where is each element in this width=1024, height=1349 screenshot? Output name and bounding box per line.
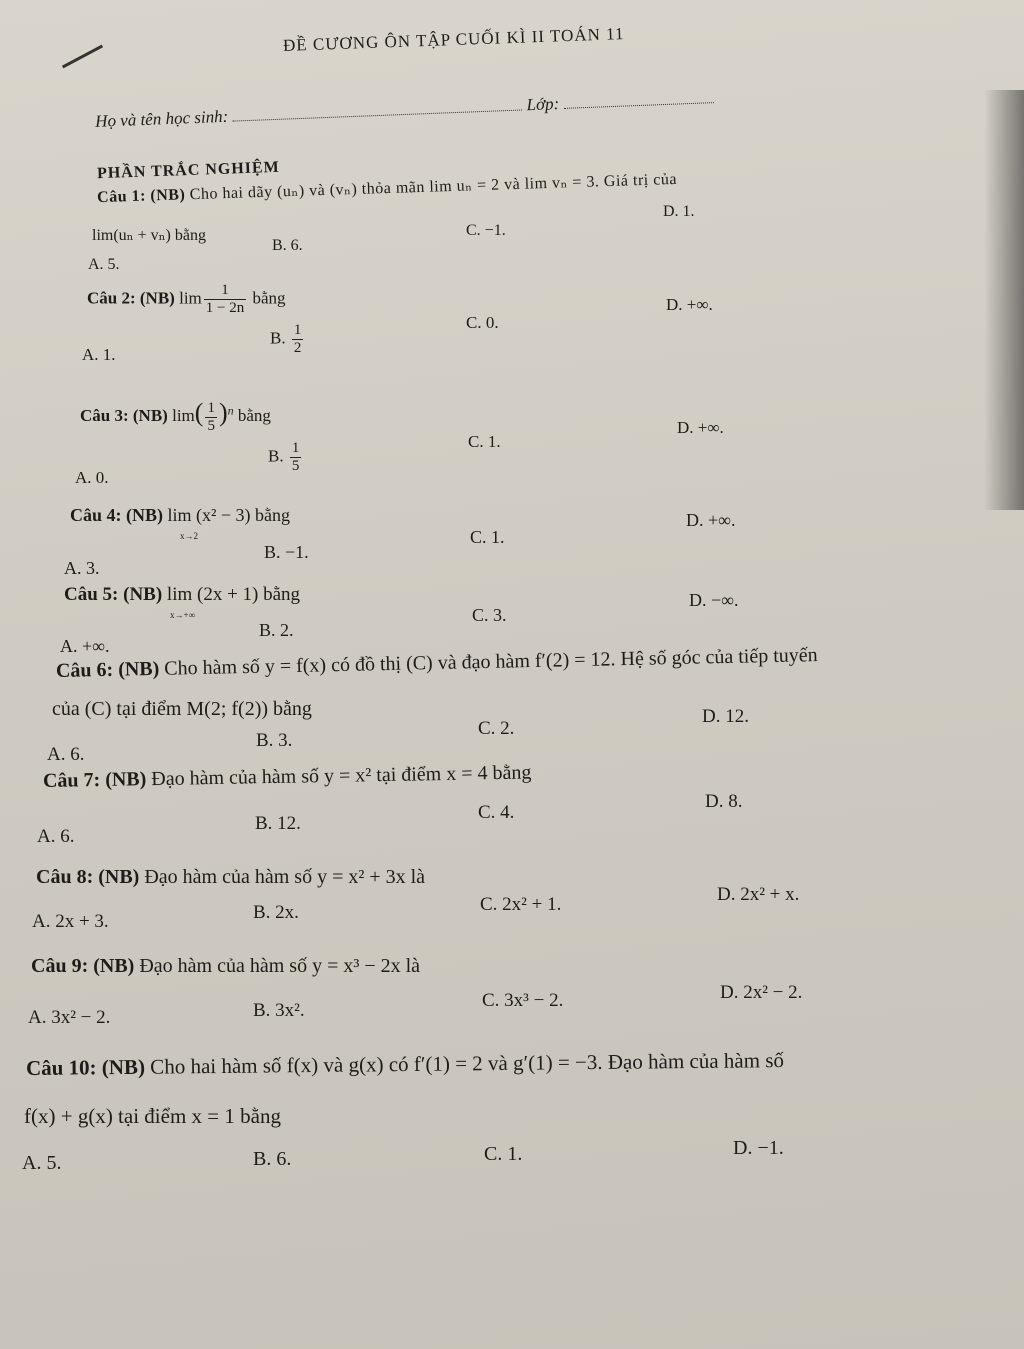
q5-text: lim (2x + 1) bằng: [166, 584, 301, 605]
q4-limit-sub: x→2: [180, 531, 198, 541]
q8-option-b[interactable]: B. 2x.: [253, 902, 299, 923]
q9-option-a[interactable]: A. 3x² − 2.: [28, 1007, 111, 1028]
q4-text: lim (x² − 3) bằng: [167, 505, 291, 525]
q7-option-c[interactable]: C. 4.: [478, 802, 515, 823]
q10-option-a[interactable]: A. 5.: [22, 1152, 62, 1174]
q3-option-a[interactable]: A. 0.: [75, 468, 109, 487]
q10-option-d[interactable]: D. −1.: [733, 1137, 784, 1159]
q3-option-b-fraction: [290, 440, 302, 475]
q8-option-a[interactable]: A. 2x + 3.: [32, 911, 109, 932]
q3-fraction: [205, 400, 217, 435]
q4-option-b[interactable]: B. −1.: [264, 542, 309, 562]
q3-option-b[interactable]: [268, 440, 303, 475]
q9-stem: [31, 955, 420, 978]
q4-option-a[interactable]: A. 3.: [64, 558, 100, 578]
page-shadow: [984, 90, 1024, 510]
q10-text: Cho hai hàm số f(x) và g(x) có f′(1) = 2 và g′(1) = −3. Đạo hàm của hàm số: [150, 1048, 785, 1079]
q9-label: Câu 9: (NB): [31, 955, 135, 977]
q8-label: Câu 8: (NB): [36, 866, 140, 888]
q6-option-b[interactable]: B. 3.: [256, 730, 293, 751]
q5-option-d[interactable]: D. −∞.: [689, 590, 739, 610]
q3-label: Câu 3: (NB): [80, 406, 168, 425]
q6-label: Câu 6: (NB): [55, 657, 160, 682]
q3-b-num: 1: [291, 440, 300, 456]
q5-option-b[interactable]: B. 2.: [259, 620, 294, 640]
q7-option-a[interactable]: A. 6.: [37, 826, 75, 847]
q10-stem-line2: f(x) + g(x) tại điểm x = 1 bằng: [24, 1104, 281, 1128]
q4-option-d[interactable]: D. +∞.: [686, 510, 736, 530]
q6-option-c[interactable]: C. 2.: [478, 718, 515, 739]
q1-label: Câu 1: (NB): [96, 186, 186, 207]
page-title: ĐỀ CƯƠNG ÔN TẬP CUỐI KÌ II TOÁN 11: [282, 24, 625, 55]
q8-option-c[interactable]: C. 2x² + 1.: [480, 894, 562, 915]
q7-label: Câu 7: (NB): [42, 768, 147, 792]
q2-den: 1 − 2n: [205, 300, 245, 316]
q1-option-c[interactable]: C. −1.: [466, 222, 506, 239]
q1-text: Cho hai dãy (uₙ) và (vₙ) thỏa mãn lim uₙ = 2 và lim vₙ = 3. Giá trị của: [189, 170, 678, 204]
q5-label: Câu 5: (NB): [64, 584, 163, 605]
q3-num: 1: [207, 399, 215, 416]
q1-stem-line2: lim(uₙ + vₙ) bằng: [92, 227, 206, 244]
q7-option-d[interactable]: D. 8.: [705, 791, 743, 812]
section-title: PHẦN TRẮC NGHIỆM: [96, 158, 281, 183]
q6-stem-line2: của (C) tại điểm M(2; f(2)) bằng: [52, 698, 312, 720]
q3-post: bằng: [237, 406, 271, 425]
q6-option-d[interactable]: D. 12.: [702, 706, 749, 727]
q2-option-b-label: B.: [270, 328, 286, 348]
q8-text: Đạo hàm của hàm số y = x² + 3x là: [144, 866, 426, 888]
q10-option-b[interactable]: B. 6.: [253, 1148, 292, 1170]
class-field[interactable]: [564, 101, 714, 109]
q9-option-b[interactable]: B. 3x².: [253, 1000, 305, 1021]
q2-option-c[interactable]: C. 0.: [466, 313, 499, 332]
q5-option-a[interactable]: A. +∞.: [60, 636, 110, 656]
q1-option-a[interactable]: A. 5.: [88, 256, 120, 273]
q2-option-a[interactable]: A. 1.: [82, 345, 116, 364]
q5-stem: [64, 584, 300, 606]
q2-num: 1: [204, 282, 246, 300]
q3-lim: lim: [172, 406, 195, 425]
q2-option-b-fraction: [292, 322, 304, 357]
q2-option-d[interactable]: D. +∞.: [666, 295, 713, 314]
q4-label: Câu 4: (NB): [70, 505, 163, 525]
q2-label: Câu 2: (NB): [87, 288, 175, 308]
q4-stem: [70, 505, 290, 526]
q3-option-c[interactable]: C. 1.: [468, 432, 501, 451]
q8-stem: [36, 866, 425, 889]
q2-b-den: 2: [293, 340, 302, 356]
q6-option-a[interactable]: A. 6.: [47, 744, 85, 765]
q10-option-c[interactable]: C. 1.: [484, 1143, 523, 1165]
student-label: Họ và tên học sinh:: [94, 106, 229, 131]
q6-text: Cho hàm số y = f(x) có đồ thị (C) và đạo hàm f′(2) = 12. Hệ số góc của tiếp tuyến: [164, 644, 818, 680]
q5-limit-sub: x→+∞: [170, 610, 195, 620]
q3-option-b-label: B.: [268, 446, 284, 466]
q4-option-c[interactable]: C. 1.: [470, 527, 505, 547]
q2-fraction: [204, 282, 246, 317]
q9-option-c[interactable]: C. 3x³ − 2.: [482, 990, 564, 1011]
q8-option-d[interactable]: D. 2x² + x.: [717, 884, 800, 905]
q1-option-b[interactable]: B. 6.: [272, 237, 303, 254]
q2-lim: lim: [179, 288, 202, 308]
q5-option-c[interactable]: C. 3.: [472, 605, 507, 625]
q3-b-den: 5: [291, 458, 300, 474]
q7-text: Đạo hàm của hàm số y = x² tại điểm x = 4 bằng: [151, 761, 532, 791]
q2-b-num: 1: [293, 322, 302, 338]
q9-option-d[interactable]: D. 2x² − 2.: [720, 982, 803, 1003]
q3-den: 5: [207, 417, 215, 434]
q2-option-b[interactable]: [270, 322, 305, 357]
q2-stem: [87, 282, 286, 317]
q7-option-b[interactable]: B. 12.: [255, 813, 301, 834]
q3-stem: Câu 3: (NB) lim( $\frac{1}{5}$ )$^n$ bằng: [80, 398, 271, 434]
q2-post: bằng: [252, 288, 286, 308]
q1-option-d[interactable]: D. 1.: [663, 203, 695, 220]
q10-label: Câu 10: (NB): [25, 1054, 146, 1080]
q9-text: Đạo hàm của hàm số y = x³ − 2x là: [139, 955, 421, 977]
class-label: Lớp:: [526, 94, 560, 115]
q3-option-d[interactable]: D. +∞.: [677, 418, 724, 437]
